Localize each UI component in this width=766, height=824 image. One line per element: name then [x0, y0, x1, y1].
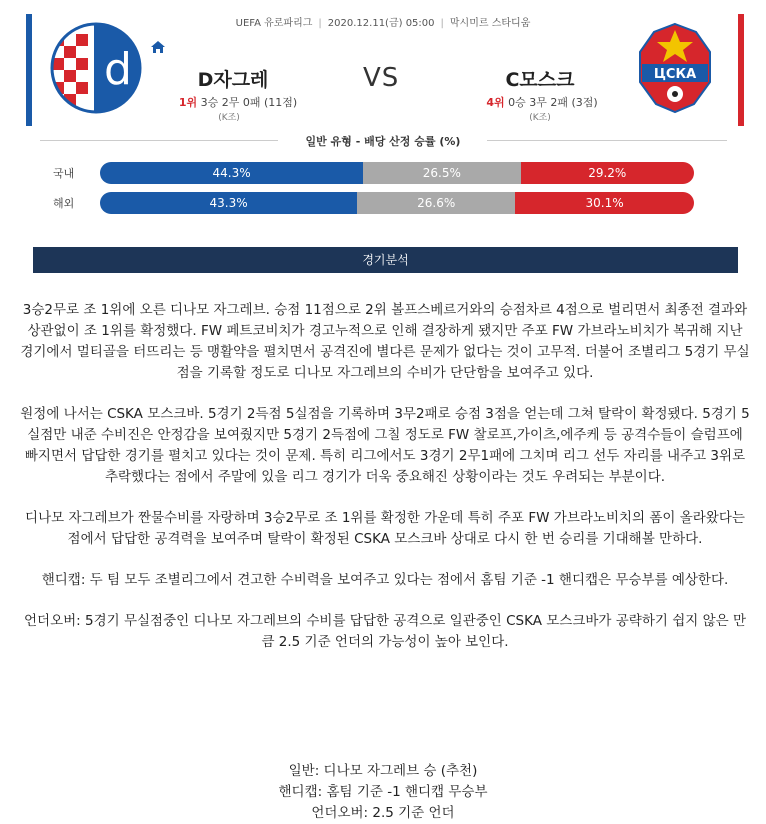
prediction-summary — [0, 761, 766, 824]
home-color-stripe — [26, 14, 32, 126]
match-info-bar: UEFA 유로파리그 | 2020.12.11(금) 05:00 | 막시미르 스타디움 — [235, 18, 531, 29]
match-datetime: 2020.12.11(금) 05:00 — [327, 18, 435, 29]
analysis-paragraph: 디나모 자그레브가 짠물수비를 자랑하며 3승2무로 조 1위를 확정한 가운데 특히 주포 FW 가브라노비치의 폼이 올라왔다는 점에서 답답한 공격력을 보여주며 탈락이 확정된 CSKA 모스크바 상대로 다시 한 번 승리를 기대해볼 만하다. — [25, 510, 745, 547]
odds-bar — [100, 162, 694, 184]
vs-label: VS — [363, 63, 400, 93]
home-team-logo — [50, 22, 142, 114]
away-color-stripe — [738, 14, 744, 126]
away-record-text: 0승 3무 2패 (3점) — [508, 96, 598, 109]
home-group: (K조) — [218, 113, 240, 123]
venue-name: 막시미르 스타디움 — [449, 18, 531, 29]
analysis-paragraph: 3승2무로 조 1위에 오른 디나모 자그레브. 승점 11점으로 2위 볼프스베르거와의 승점차르 4점으로 벌리면서 최종전 결과와 상관없이 조 1위를 확정했다. FW 페트코비치가 경고누적으로 인해 결장하게 됐지만 주포 FW 가브라노비치가 복귀해 지난 경기에서 멀티골을 터뜨리는 등 맹활약을 펼치면서 공격진에 별다른 문제가 없다는 것이 고무적. 더불어 조별리그 5경기 무실점을 기록할 정도로 디나모 자그레브의 수비가 단단함을 보여주고 있다. — [20, 302, 750, 381]
away-win-segment: 30.1% — [515, 192, 694, 214]
away-team-logo — [636, 22, 714, 114]
odds-row-label: 국내 — [53, 167, 75, 180]
home-logo-letter: d — [104, 44, 132, 95]
analysis-paragraph: 언더오버: 5경기 무실점중인 디나모 자그레브의 수비를 답답한 공격으로 일관중인 CSKA 모스크바가 공략하기 쉽지 않은 만큼 2.5 기준 언더의 가능성이 높아 보인다. — [24, 613, 746, 650]
analysis-paragraph: 핸디캡: 두 팀 모두 조별리그에서 견고한 수비력을 보여주고 있다는 점에서 홈팀 기준 -1 핸디캡은 무승부를 예상한다. — [41, 572, 729, 588]
away-record — [462, 94, 622, 110]
analysis-header: 경기분석 — [33, 247, 738, 273]
away-win-segment: 29.2% — [521, 162, 694, 184]
summary-underover: 언더오버: 2.5 기준 언더 — [311, 805, 455, 821]
home-win-segment: 44.3% — [100, 162, 363, 184]
home-team-name: D자그레 — [197, 69, 269, 91]
analysis-body — [20, 300, 750, 673]
away-group: (K조) — [529, 113, 551, 123]
away-team-name: C모스크 — [505, 69, 575, 91]
summary-handicap: 핸디캡: 홈팀 기준 -1 핸디캡 무승부 — [278, 784, 488, 800]
odds-section-title: 일반 유형 - 배당 산정 승률 (%) — [0, 133, 766, 149]
draw-segment: 26.5% — [363, 162, 520, 184]
away-logo-letters: ЦСКА — [653, 67, 697, 82]
summary-general: 일반: 디나모 자그레브 승 (추천) — [288, 763, 478, 779]
home-rank: 1위 — [178, 96, 198, 109]
odds-row-domestic — [53, 162, 695, 184]
home-win-segment: 43.3% — [100, 192, 357, 214]
league-name: UEFA 유로파리그 — [235, 18, 313, 29]
home-icon — [150, 40, 166, 54]
odds-row-overseas — [53, 192, 695, 214]
home-record — [158, 94, 318, 110]
analysis-paragraph: 원정에 나서는 CSKA 모스크바. 5경기 2득점 5실점을 기록하며 3무2패로 승점 3점을 얻는데 그쳐 탈락이 확정됐다. 5경기 5실점만 내준 수비진은 안정감을 보여줬지만 5경기 2득점에 그칠 정도로 FW 찰로프,가이츠,에주케 등 공격수들이 슬럼프에 빠지면서 답답한 경기를 펼치고 있다는 것이 문제. 특히 리그에서도 3경기 2무1패에 그치며 리그 선두 자리를 내주고 3위로 추락했다는 점에서 주말에 있을 리그 경기가 더욱 중요해진 상황이라는 것도 우려되는 부분이다. — [20, 406, 750, 485]
away-rank: 4위 — [486, 96, 505, 109]
odds-row-label: 해외 — [53, 197, 75, 210]
odds-bar — [100, 192, 694, 214]
home-record-text: 3승 2무 0패 (11점) — [200, 96, 298, 109]
draw-segment: 26.6% — [357, 192, 515, 214]
